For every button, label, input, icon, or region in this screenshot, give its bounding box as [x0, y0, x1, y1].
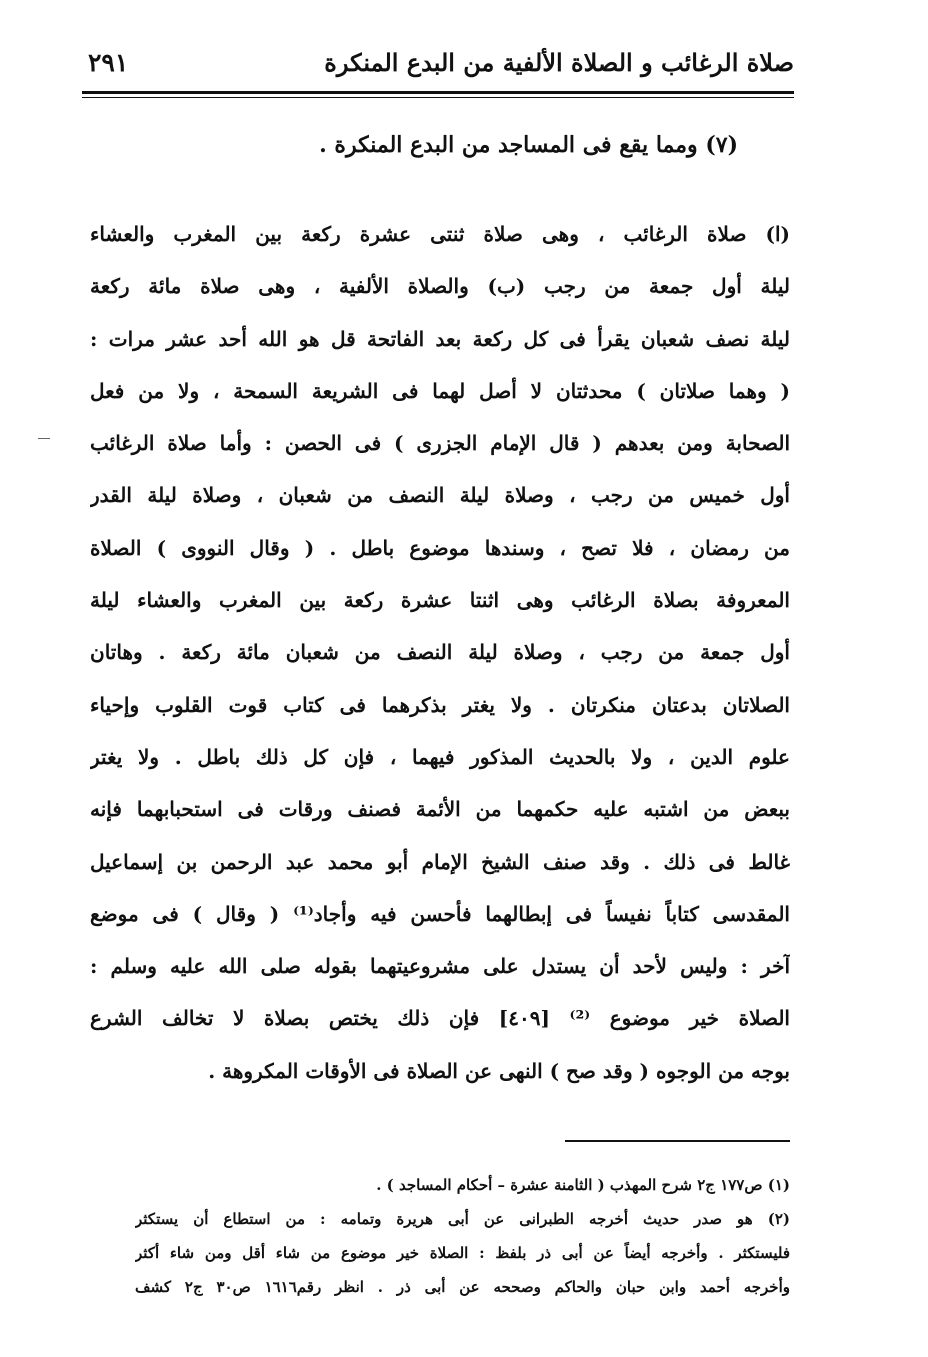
body-line: المقدسى كتاباً نفيساً فى إبطالهما فأحسن فيه وأجاد⁽¹⁾ ( وقال ) فى موضع: [90, 901, 790, 926]
body-line: الصحابة ومن بعدهم ( قال الإمام الجزرى ) فى الحصن : وأما صلاة الرغائب: [90, 431, 790, 456]
body-line: علوم الدين ، ولا بالحديث المذكور فيهما ، فإن كل ذلك باطل . ولا يغتر: [90, 744, 790, 769]
footnote-line: وأخرجه أحمد وابن حبان والحاكم وصححه عن أبى ذر . انظر رقم١٦١٦ ص٣٠ ج٢ كشف: [135, 1278, 790, 1296]
body-line: الصلاة خير موضوع ⁽²⁾ [٤٠٩] فإن ذلك يختص بصلاة لا تخالف الشرع: [90, 1006, 790, 1031]
section-heading: (٧) ومما يقع فى المساجد من البدع المنكرة .: [319, 132, 738, 158]
body-line: ( وهما صلاتان ) محدثتان لا أصل لهما فى الشريعة السمحة ، ولا من فعل: [90, 378, 790, 403]
body-text: [90, 208, 790, 1097]
body-line: غالط فى ذلك . وقد صنف الشيخ الإمام أبو محمد عبد الرحمن بن إسماعيل: [90, 849, 790, 874]
body-line: أول خميس من رجب ، وصلاة ليلة النصف من شعبان ، وصلاة ليلة القدر: [90, 483, 790, 508]
body-line: ليلة أول جمعة من رجب (ب) والصلاة الألفية ، وهى صلاة مائة ركعة: [90, 274, 790, 299]
footnote-line: (٢) هو صدر حديث أخرجه الطبرانى عن أبى هريرة وتمامه : من استطاع أن يستكثر: [135, 1210, 790, 1228]
footnotes: [135, 1168, 790, 1304]
page-number: ٢٩١: [88, 47, 129, 77]
running-title: صلاة الرغائب و الصلاة الألفية من البدع المنكرة: [324, 47, 794, 77]
body-line: المعروفة بصلاة الرغائب وهى اثنتا عشرة ركعة بين المغرب والعشاء ليلة: [90, 588, 790, 613]
header-rule-thin: [82, 97, 794, 98]
margin-mark: [38, 438, 50, 439]
body-line: ليلة نصف شعبان يقرأ فى كل ركعة بعد الفاتحة قل هو الله أحد عشر مرات :: [90, 326, 790, 351]
body-line: بوجه من الوجوه ( وقد صح ) النهى عن الصلاة فى الأوقات المكروهة .: [208, 1058, 790, 1083]
header-rule: [82, 91, 794, 94]
page-header: [82, 38, 794, 86]
body-line: أول جمعة من رجب ، وصلاة ليلة النصف من شعبان مائة ركعة . وهاتان: [90, 640, 790, 665]
body-line: ببعض من اشتبه عليه حكمهما من الأئمة فصنف ورقات فى استحبابهما فإنه: [90, 797, 790, 822]
footnote-line: فليستكثر . وأخرجه أيضاً عن أبى ذر بلفظ : الصلاة خير موضوع من شاء أقل ومن شاء أكثر: [135, 1244, 790, 1262]
body-line: من رمضان ، فلا تصح ، وسندها موضوع باطل . ( وقال النووى ) الصلاة: [90, 535, 790, 560]
footnote-rule: [565, 1140, 790, 1142]
body-line: آخر : وليس لأحد أن يستدل على مشروعيتهما بقوله صلى الله عليه وسلم :: [90, 954, 790, 979]
footnote-line: (١) ص١٧٧ ج٢ شرح المهذب ( الثامنة عشرة – أحكام المساجد ) .: [376, 1176, 790, 1194]
body-line: الصلاتان بدعتان منكرتان . ولا يغتر بذكرهما فى كتاب قوت القلوب وإحياء: [90, 692, 790, 717]
body-line: (ا) صلاة الرغائب ، وهى صلاة ثنتى عشرة ركعة بين المغرب والعشاء: [90, 222, 790, 246]
